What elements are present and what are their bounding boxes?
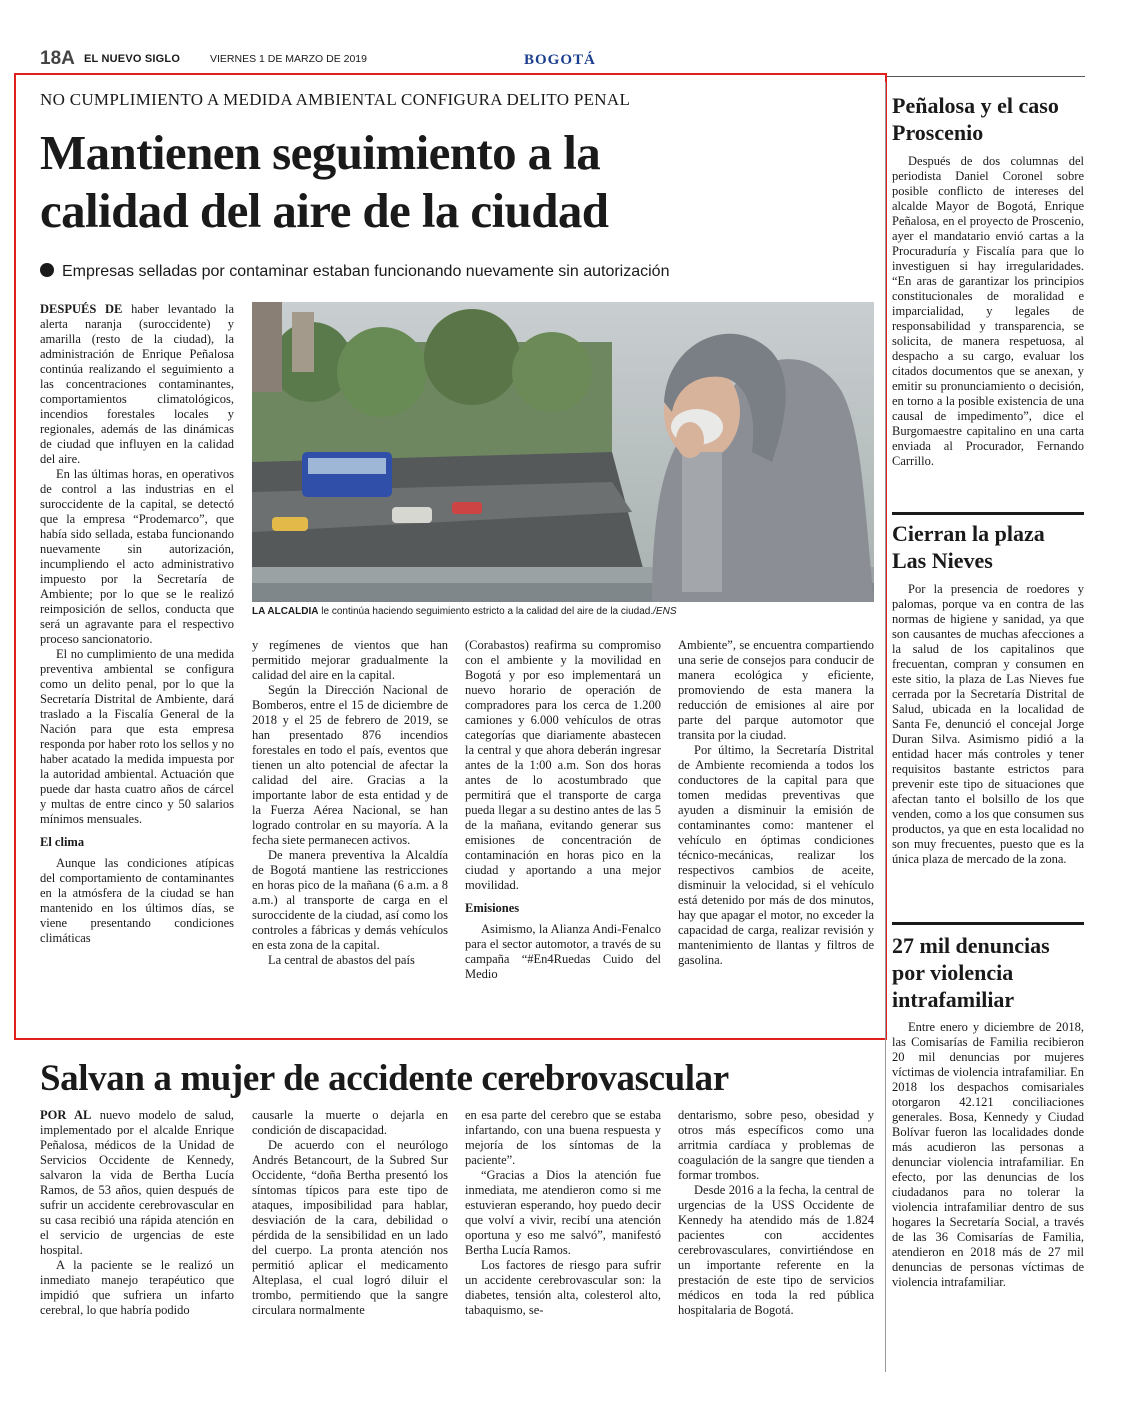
brief-title-proscenio: Peñalosa y el caso Proscenio [892, 93, 1059, 145]
brief-title-las-nieves: Cierran la plaza Las Nieves [892, 521, 1045, 573]
lead-in: POR AL [40, 1108, 92, 1122]
photo-credit: /ENS [653, 606, 677, 617]
paragraph: En las últimas horas, en operativos de control a las industrias en el suroccidente de la capital, se detectó que la empresa “Prodemarco”, que había sido sellada, estaba funcionando nuevamente sin autorización, incumpliendo el acto administrativo impuesto por la Secretaría de Ambiente; por lo que se le realizó reimposición de sellos, conducta que será un agravante para el respectivo proceso sancionatorio. [40, 467, 234, 646]
paragraph [40, 302, 234, 467]
brief-divider [892, 922, 1084, 925]
folio-rule [885, 76, 1085, 77]
paragraph-text: nuevo modelo de salud, implementado por el alcalde Enrique Peñalosa, médicos de la Unidad de Servicios Occidente de Kennedy, salvaron la vida de Bertha Lucía Ramos, de 53 años, quien después de sufrir un accidente cerebrovascular en su casa recibió una rápida atención en el servicio de urgencias de este hospital. [40, 1108, 235, 1257]
section-subhead: El clima [40, 835, 85, 849]
article-headline [40, 124, 870, 240]
brief-divider [892, 512, 1084, 515]
caption-lead: LA ALCALDIA [252, 606, 319, 617]
second-article-column-2 [252, 1108, 448, 1318]
main-article-column-2 [252, 638, 448, 968]
main-article-column-1 [40, 302, 234, 946]
second-article-column-4 [678, 1108, 874, 1318]
subhead-text: Empresas selladas por contaminar estaban funcionando nuevamente sin autorización [62, 263, 670, 280]
brief-text-violencia [892, 1020, 1084, 1290]
headline-line-2: calidad del aire de la ciudad [40, 183, 609, 238]
paragraph: Asimismo, la Alianza Andi-Fenalco para el sector automotor, a través de su campaña “#En4Ruedas Cuido del Medio [465, 922, 661, 981]
sidebar-divider [885, 82, 886, 1372]
second-article-column-1 [40, 1108, 234, 1318]
paragraph: A la paciente se le realizó un inmediato manejo terapéutico que impidió que sufriera un infarto cerebral, lo que habría podido [40, 1258, 234, 1317]
article-subhead [40, 263, 870, 281]
second-article-headline: Salvan a mujer de accidente cerebrovascular [40, 1058, 729, 1099]
paragraph: causarle la muerte o dejarla en condición de discapacidad. [252, 1108, 448, 1137]
paragraph: Después de dos columnas del periodista Daniel Coronel sobre posible conflicto de intereses del alcalde Mayor de Bogotá, Enrique Peñalosa, en el proyecto de Proscenio, ayer el mandatario envió cartas a la Procuraduría y Fiscalía para que lo investiguen si hay irregularidades. “En aras de garantizar los principios constitucionales de moralidad e imparcialidad, y legales de responsabilidad y transparencia, se solicita, de manera respetuosa, al despacho a su cargo, evaluar los citados documentos que se anexan, y emitir su pronunciamiento o decisión, en torno a la posible existencia de una causal de impedimento”, dice el Burgomaestre capitalino en una carta enviada al Procurador, Fernando Carrillo. [892, 154, 1084, 468]
caption-text: le continúa haciendo seguimiento estricto a la calidad del aire de la ciudad. [321, 606, 654, 617]
paragraph: El no cumplimiento de una medida preventiva ambiental se configura como un delito penal, por lo que la Secretaría Distrital de Ambiente, dará traslado a la Fiscalía General de la Nación para que esta empresa responda por haber roto los sellos y no haber acatado la medida impuesta por la autoridad ambiental. Actuación que puede dar hasta cuatro años de cárcel y multas de entre cinco y 50 salarios mínimos mensuales. [40, 647, 234, 826]
second-article-column-3 [465, 1108, 661, 1318]
article-kicker: NO CUMPLIMIENTO A MEDIDA AMBIENTAL CONFIGURA DELITO PENAL [40, 90, 631, 109]
paragraph: Entre enero y diciembre de 2018, las Comisarías de Familia recibieron 20 mil denuncias por mujeres víctimas de violencia intrafamiliar. En 2018 los despachos comisariales otorgaron 42.121 conciliaciones generales. Bosa, Kennedy y Ciudad Bolívar fueron las localidades donde más acudieron las personas a denunciar violencia intrafamiliar. En efecto, por las denuncias de los ciudadanos para no tolerar la violencia intrafamiliar dentro de sus hogares la Secretaría Social, a través de las 36 Comisarías de Familia, atendieron en 2018 más de 27 mil denuncias de personas víctimas de violencia intrafamiliar. [892, 1020, 1084, 1289]
page-number: 18A [40, 48, 75, 69]
paragraph: Según la Dirección Nacional de Bomberos, entre el 15 de diciembre de 2018 y el 25 de febrero de 2019, se han presentado 876 incendios forestales en todo el país, eventos que tienen un alto potencial de afectar la calidad del aire. Gracias a la importante labor de esta entidad y de la Fuerza Aérea Nacional, se han logrado controlar en su mayoría. A la fecha siete permanecen activos. [252, 683, 448, 847]
paragraph: De acuerdo con el neurólogo Andrés Betancourt, de la Subred Sur Occidente, “doña Bertha presentó los síntomas típicos para este tipo de ataques, imposibilidad para hablar, desviación de la cara, debilidad o pérdida de la sensibilidad en un lado del cuerpo. La pronta atención nos permitió aplicar el medicamento Alteplasa, el cual logró diluir el trombo, permitiendo que la sangre circulara normalmente [252, 1138, 448, 1317]
paragraph: Desde 2016 a la fecha, la central de urgencias de la USS Occidente de Kennedy ha atendido más de 1.824 pacientes con accidentes cerebrovasculares, convirtiéndose en un importante referente en la prestación de este tipo de servicios médicos en toda la red pública hospitalaria de Bogotá. [678, 1183, 874, 1317]
paragraph: Los factores de riesgo para sufrir un accidente cerebrovascular son: la diabetes, tensión alta, colesterol alto, tabaquismo, se- [465, 1258, 661, 1317]
brief-title-violencia: 27 mil denuncias por violencia intrafamiliar [892, 933, 1050, 1012]
bullet-icon [40, 263, 54, 277]
photo-woman-wearing-mask-icon [252, 302, 874, 602]
photo-caption [252, 606, 874, 617]
paragraph-text: haber levantado la alerta naranja (suroccidente) y amarilla (resto de la ciudad), la administración de Enrique Peñalosa continúa realizando el seguimiento a las concentraciones contaminantes, comportamientos climatológicos, incendios forestales locales y regionales, además de las dinámicas de ciudad que influyen en la calidad del aire. [40, 302, 235, 466]
paragraph [40, 1108, 234, 1258]
paragraph: y regímenes de vientos que han permitido mejorar gradualmente la calidad del aire en la capital. [252, 638, 448, 682]
brief-text-las-nieves [892, 582, 1084, 867]
article-photo [252, 302, 874, 602]
paragraph: (Corabastos) reafirma su compromiso con el ambiente y la movilidad en Bogotá y por eso implementará un nuevo horario de operación de compradores para los cerca de 1.200 camiones y 6.000 vehículos de otras categorías que diariamente abastecen la central y que ahora deberán ingresar antes de la 1:00 a.m. Son dos horas antes de lo acostumbrado que permitirá que el transporte de carga pueda llegar a su destino antes de las 5 de la mañana, evitando generar sus emisiones de concentración de contaminación en horas pico en la ciudad y aportando a una mejor movilidad. [465, 638, 661, 892]
paragraph: Ambiente”, se encuentra compartiendo una serie de consejos para conducir de manera ecológica y eficiente, promoviendo de esta manera la reducción de emisiones al aire por parte del parque automotor que transita por la ciudad. [678, 638, 874, 742]
section-name: BOGOTÁ [524, 52, 596, 68]
paragraph: La central de abastos del país [268, 953, 415, 967]
paragraph: De manera preventiva la Alcaldía de Bogotá mantiene las restricciones en horas pico de la mañana (6 a.m. a 8 a.m.) al transporte de carga en el suroccidente de la ciudad, así como los controles a fábricas y demás vehículos en esta zona de la capital. [252, 848, 448, 952]
brief-text-proscenio [892, 154, 1084, 469]
section-subhead: Emisiones [465, 901, 520, 915]
page-folio [40, 48, 1090, 72]
headline-line-1: Mantienen seguimiento a la [40, 125, 601, 180]
lead-in: DESPUÉS DE [40, 302, 123, 316]
paragraph: Aunque las condiciones atípicas del comportamiento de contaminantes en la atmósfera de la ciudad se han mantenido en los últimos días, se viene presentando condiciones climáticas [40, 856, 234, 945]
paragraph: “Gracias a Dios la atención fue inmediata, me atendieron como si me estuvieran esperando, hoy puedo decir que volví a vivir, recibí una atención oportuna y eso me salvó”, manifestó Bertha Lucía Ramos. [465, 1168, 661, 1257]
paragraph: dentarismo, sobre peso, obesidad y otros más específicos como una arritmia cardíaca y problemas de coagulación de la sangre que tienden a formar trombos. [678, 1108, 874, 1182]
paragraph: Por la presencia de roedores y palomas, porque va en contra de las normas de higiene y sanidad, ya que son causantes de muchas afecciones a la salud de los capitalinos que frecuentan, compran y consumen en este sitio, la plaza de Las Nieves fue cerrada por la Secretaría Distrital de Salud, ubicada en la localidad de Santa Fe, denunció el concejal Jorge Duran Silva. Asimismo pidió a la entidad hacer más controles y tener requisitos bastante estrictos para prevenir este tipo de situaciones que afectan tanto el bolsillo de los que venden, como a los que consumen sus productos, ya que en esta localidad no son muy frecuentes, puesto que es la única plaza de mercado de la zona. [892, 582, 1084, 866]
main-article-column-3 [465, 638, 661, 982]
paragraph: en esa parte del cerebro que se estaba infartando, con una buena respuesta y mejoría de los síntomas de la paciente”. [465, 1108, 661, 1167]
main-article-column-4 [678, 638, 874, 968]
publication-date: VIERNES 1 DE MARZO DE 2019 [210, 53, 367, 65]
paragraph: Por último, la Secretaría Distrital de Ambiente recomienda a todos los conductores de la capital para que tomen medidas preventivas que ayuden a disminuir la emisión de contaminantes como: mantener el vehículo en óptimas condiciones técnico-mecánicas, realizar los respectivos cambios de aceite, disminuir la velocidad, si el vehículo está detenido por más de dos minutos, hay que apagar el motor, no exceder la capacidad de carga, realizar revisión y mantenimiento de llantas y filtros de gasolina. [678, 743, 874, 967]
newspaper-name: EL NUEVO SIGLO [84, 53, 181, 65]
